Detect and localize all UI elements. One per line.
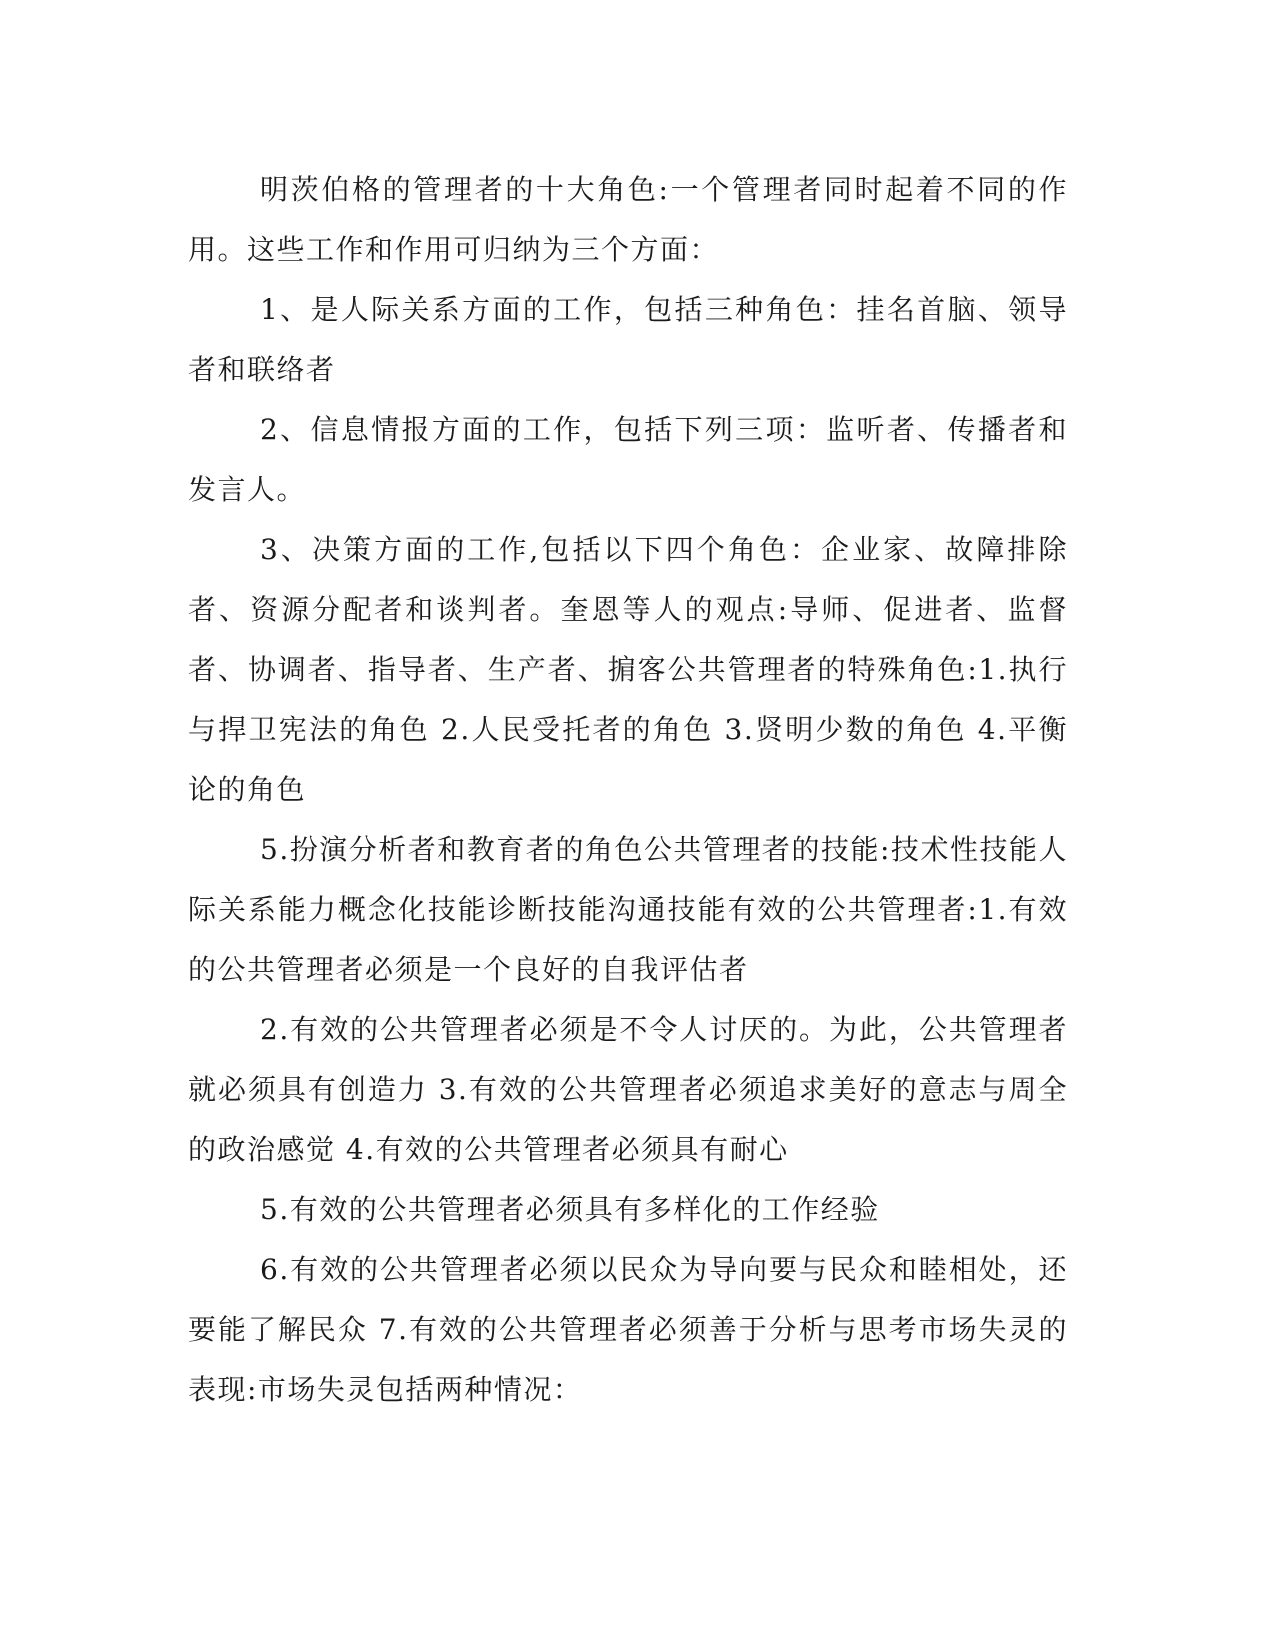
paragraph-intro: 明茨伯格的管理者的十大角色:一个管理者同时起着不同的作用。这些工作和作用可归纳为三个方面： — [188, 173, 1068, 266]
paragraph-effective-6: 6.有效的公共管理者必须以民众为导向要与民众和睦相处，还要能了解民众 7.有效的公共管理者必须善于分析与思考市场失灵的表现:市场失灵包括两种情况： — [188, 1253, 1068, 1406]
paragraph-skills: 5.扮演分析者和教育者的角色公共管理者的技能:技术性技能人际关系能力概念化技能诊断技能沟通技能有效的公共管理者:1.有效的公共管理者必须是一个良好的自我评估者 — [188, 833, 1068, 986]
paragraph-item-2: 2、信息情报方面的工作，包括下列三项：监听者、传播者和发言人。 — [188, 413, 1068, 506]
paragraph-effective-5: 5.有效的公共管理者必须具有多样化的工作经验 — [260, 1193, 880, 1226]
paragraph-item-1: 1、是人际关系方面的工作，包括三种角色：挂名首脑、领导者和联络者 — [188, 293, 1068, 386]
paragraph-effective-2: 2.有效的公共管理者必须是不令人讨厌的。为此，公共管理者就必须具有创造力 3.有效的公共管理者必须追求美好的意志与周全的政治感觉 4.有效的公共管理者必须具有耐心 — [188, 1013, 1068, 1166]
document-body — [188, 160, 1068, 1420]
paragraph-item-3: 3、决策方面的工作,包括以下四个角色：企业家、故障排除者、资源分配者和谈判者。奎恩等人的观点:导师、促进者、监督者、协调者、指导者、生产者、掮客公共管理者的特殊角色:1.执行与捍卫宪法的角色 2.人民受托者的角色 3.贤明少数的角色 4.平衡论的角色 — [188, 533, 1068, 806]
